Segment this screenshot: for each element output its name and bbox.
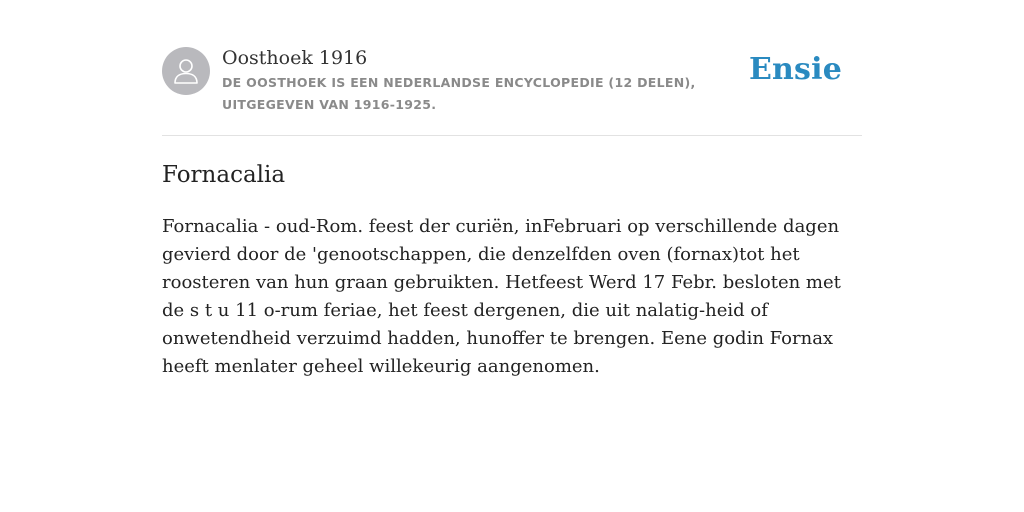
- source-info: [222, 46, 749, 116]
- source-title[interactable]: Oosthoek 1916: [222, 47, 368, 69]
- entry-body: Fornacalia - oud-Rom. feest der curiën, inFebruari op verschillende dagen gevierd door de 'genootschappen, die denzelfden oven (fornax)tot het roosteren van hun graan gebruikten. Hetfeest Werd 17 Febr. besloten met de s t u 11 o-rum feriae, het feest dergenen, die uit nalatig-heid of onwetendheid verzuimd hadden, hunoffer te brengen. Eene godin Fornax heeft menlater geheel willekeurig aangenomen.: [162, 216, 841, 377]
- source-description: DE OOSTHOEK IS EEN NEDERLANDSE ENCYCLOPEDIE (12 DELEN), UITGEGEVEN VAN 1916-1925.: [222, 75, 696, 112]
- entry-title: Fornacalia: [162, 162, 286, 188]
- ensie-logo[interactable]: Ensie: [748, 52, 842, 87]
- entry-card: [162, 46, 862, 381]
- source-header: [162, 46, 862, 136]
- user-silhouette-icon: [171, 56, 201, 86]
- avatar: [162, 47, 210, 95]
